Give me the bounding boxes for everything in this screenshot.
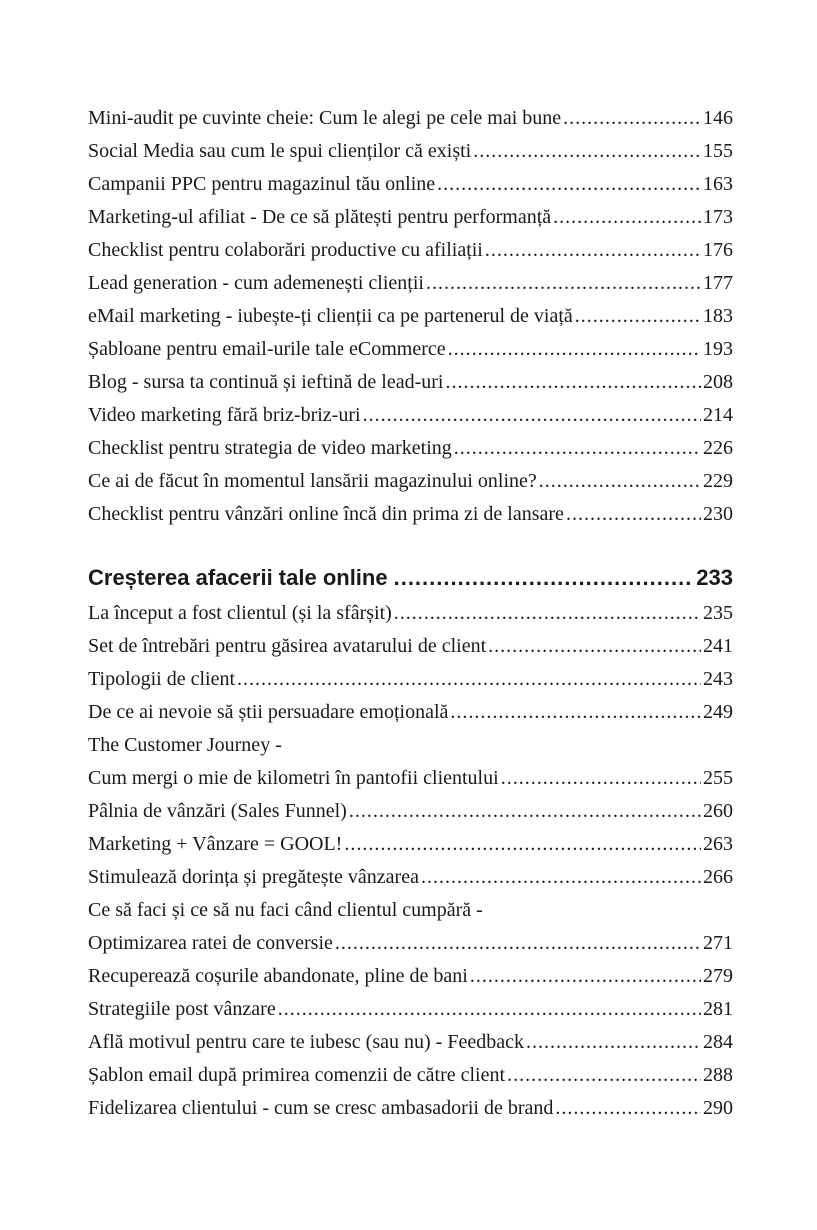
toc-entry[interactable] <box>88 102 733 135</box>
dot-leader <box>501 762 701 795</box>
toc-entry[interactable] <box>88 762 733 795</box>
toc-entry-page: 177 <box>703 272 733 294</box>
toc-entry-title: Ce să faci și ce să nu faci când clientul cumpără - <box>88 899 483 921</box>
dot-leader <box>485 234 701 267</box>
toc-entry-title: Află motivul pentru care te iubesc (sau nu) - Feedback <box>88 1031 524 1053</box>
toc-entry-title: Blog - sursa ta continuă și ieftină de lead-uri <box>88 371 444 393</box>
toc-entry-title: Mini-audit pe cuvinte cheie: Cum le alegi pe cele mai bune <box>88 107 562 129</box>
toc-entry-page: 235 <box>703 602 733 624</box>
toc-entry-page: 193 <box>703 338 733 360</box>
toc-entry[interactable] <box>88 696 733 729</box>
toc-entry-first-line[interactable] <box>88 729 733 762</box>
toc-entry-page: 176 <box>703 239 733 261</box>
toc-entry[interactable] <box>88 399 733 432</box>
toc-entry[interactable] <box>88 828 733 861</box>
dot-leader <box>470 960 701 993</box>
toc-entry[interactable] <box>88 1059 733 1092</box>
dot-leader <box>448 333 701 366</box>
toc-entry-page: 146 <box>703 107 733 129</box>
toc-entry[interactable] <box>88 432 733 465</box>
dot-leader <box>555 1092 701 1125</box>
dot-leader <box>566 498 701 531</box>
dot-leader <box>454 432 701 465</box>
dot-leader <box>445 366 701 399</box>
section-heading[interactable] <box>88 561 733 595</box>
dot-leader <box>450 696 701 729</box>
toc-entry[interactable] <box>88 1026 733 1059</box>
toc-entry[interactable] <box>88 333 733 366</box>
toc-entry-title: Șabloane pentru email-urile tale eCommerce <box>88 338 446 360</box>
dot-leader <box>335 927 701 960</box>
toc-entry[interactable] <box>88 234 733 267</box>
toc-entry-title: Pâlnia de vânzări (Sales Funnel) <box>88 800 347 822</box>
section-spacer <box>88 531 733 561</box>
toc-entry-title: Marketing-ul afiliat - De ce să plătești pentru performanță <box>88 206 552 228</box>
toc-entry-page: 208 <box>703 371 733 393</box>
dot-leader <box>553 201 701 234</box>
toc-entry-page: 226 <box>703 437 733 459</box>
dot-leader <box>349 795 701 828</box>
dot-leader <box>526 1026 701 1059</box>
toc-entry[interactable] <box>88 1092 733 1125</box>
toc-entry-title: Video marketing fără briz-briz-uri <box>88 404 361 426</box>
toc-entry-page: 183 <box>703 305 733 327</box>
toc-entry-title: Fidelizarea clientului - cum se cresc ambasadorii de brand <box>88 1097 554 1119</box>
toc-entry-first-line[interactable] <box>88 894 733 927</box>
toc-entry-title: Ce ai de făcut în momentul lansării magazinului online? <box>88 470 537 492</box>
dot-leader <box>563 102 701 135</box>
dot-leader <box>575 300 701 333</box>
dot-leader <box>488 630 701 663</box>
toc-entry[interactable] <box>88 498 733 531</box>
dot-leader <box>426 267 701 300</box>
table-of-contents <box>88 102 733 1125</box>
toc-entry[interactable] <box>88 168 733 201</box>
toc-entry[interactable] <box>88 993 733 1026</box>
dot-leader <box>539 465 701 498</box>
toc-entry-title: Tipologii de client <box>88 668 236 690</box>
toc-entry-page: 230 <box>703 503 733 525</box>
toc-entry[interactable] <box>88 795 733 828</box>
toc-entry-title: Campanii PPC pentru magazinul tău online <box>88 173 436 195</box>
section-title: Creșterea afacerii tale online <box>88 565 388 590</box>
toc-entry-page: 241 <box>703 635 733 657</box>
toc-entry-title: Optimizarea ratei de conversie <box>88 932 333 954</box>
toc-entry-title: Checklist pentru vânzări online încă din prima zi de lansare <box>88 503 564 525</box>
section-page: 233 <box>696 565 733 590</box>
dot-leader <box>421 861 701 894</box>
toc-entry[interactable] <box>88 630 733 663</box>
toc-entry[interactable] <box>88 300 733 333</box>
toc-entry-page: 266 <box>703 866 733 888</box>
toc-entry-page: 249 <box>703 701 733 723</box>
toc-entry-page: 155 <box>703 140 733 162</box>
toc-entry-title: Social Media sau cum le spui clienților că exiști <box>88 140 472 162</box>
toc-entry-page: 284 <box>703 1031 733 1053</box>
toc-entry-title: Lead generation - cum ademenești clienții <box>88 272 424 294</box>
toc-entry-page: 163 <box>703 173 733 195</box>
toc-entry[interactable] <box>88 201 733 234</box>
toc-entry-page: 281 <box>703 998 733 1020</box>
toc-entry-page: 263 <box>703 833 733 855</box>
toc-entry-page: 290 <box>703 1097 733 1119</box>
dot-leader <box>437 168 701 201</box>
toc-entry-title: Marketing + Vânzare = GOOL! <box>88 833 343 855</box>
toc-entry-title: La început a fost clientul (și la sfârșit) <box>88 602 392 624</box>
toc-entry[interactable] <box>88 927 733 960</box>
dot-leader <box>344 828 701 861</box>
toc-entry-page: 214 <box>703 404 733 426</box>
toc-entry-title: Cum mergi o mie de kilometri în pantofii clientului <box>88 767 499 789</box>
toc-entry[interactable] <box>88 663 733 696</box>
toc-entry-page: 255 <box>703 767 733 789</box>
toc-entry[interactable] <box>88 267 733 300</box>
toc-entry-page: 243 <box>703 668 733 690</box>
toc-entry-title: The Customer Journey - <box>88 734 282 756</box>
toc-entry[interactable] <box>88 135 733 168</box>
toc-entry-title: Recuperează coșurile abandonate, pline de bani <box>88 965 468 987</box>
toc-entry-title: Stimulează dorința și pregătește vânzarea <box>88 866 419 888</box>
toc-entry-title: Checklist pentru strategia de video marketing <box>88 437 452 459</box>
toc-entry-title: Checklist pentru colaborări productive cu afiliații <box>88 239 483 261</box>
toc-entry-page: 229 <box>703 470 733 492</box>
dot-leader <box>394 597 701 630</box>
toc-entry-page: 271 <box>703 932 733 954</box>
toc-entry[interactable] <box>88 366 733 399</box>
toc-entry-title: Șablon email după primirea comenzii de către client <box>88 1064 506 1086</box>
dot-leader <box>237 663 701 696</box>
toc-entry-title: eMail marketing - iubește-ți clienții ca pe partenerul de viață <box>88 305 573 327</box>
dot-leader <box>394 561 691 595</box>
toc-entry-page: 173 <box>703 206 733 228</box>
dot-leader <box>473 135 701 168</box>
toc-entry-title: De ce ai nevoie să știi persuadare emoțională <box>88 701 449 723</box>
toc-entry-title: Strategiile post vânzare <box>88 998 276 1020</box>
toc-entry-title: Set de întrebări pentru găsirea avatarului de client <box>88 635 487 657</box>
toc-entry[interactable] <box>88 465 733 498</box>
toc-entry-page: 279 <box>703 965 733 987</box>
toc-entry-page: 288 <box>703 1064 733 1086</box>
toc-entry[interactable] <box>88 861 733 894</box>
toc-entry[interactable] <box>88 597 733 630</box>
dot-leader <box>278 993 701 1026</box>
dot-leader <box>507 1059 701 1092</box>
dot-leader <box>363 399 701 432</box>
toc-entry[interactable] <box>88 960 733 993</box>
toc-entry-page: 260 <box>703 800 733 822</box>
